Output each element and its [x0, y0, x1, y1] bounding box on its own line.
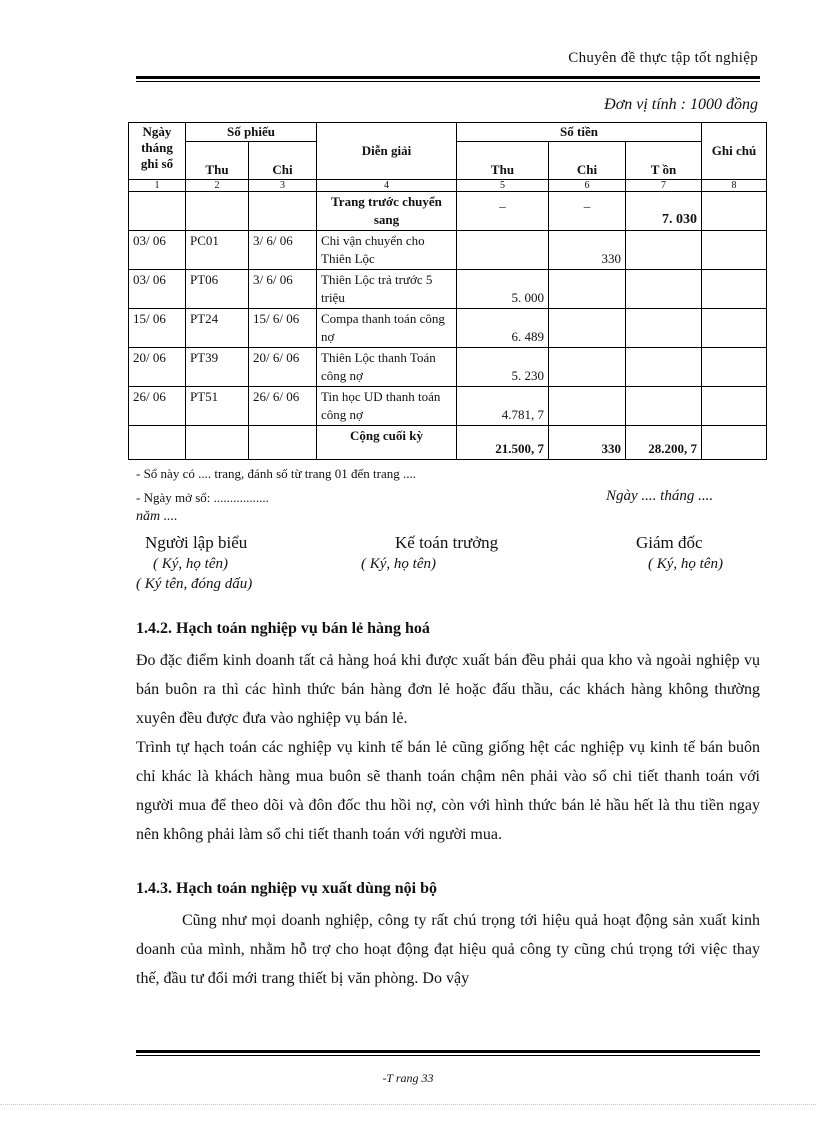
cell-description: Tin học UD thanh toán công nợ	[317, 387, 457, 426]
ledger-note-pages: - Sổ này có .... trang, đánh số từ trang 01 đến trang ....	[136, 466, 416, 481]
section-heading: 1.4.3. Hạch toán nghiệp vụ xuất dùng nội bộ	[136, 880, 437, 897]
cell-date: 20/ 06	[129, 348, 186, 387]
cell-chi	[549, 387, 626, 426]
cell-ton	[626, 387, 702, 426]
ledger-note-open-date: - Ngày mở sổ: .................	[136, 490, 269, 505]
col-header-description: Diễn giải	[317, 123, 457, 180]
cell-chi-no: 15/ 6/ 06	[249, 309, 317, 348]
year-line: năm ....	[136, 509, 178, 524]
table-row	[129, 231, 767, 270]
cell-ton	[626, 270, 702, 309]
cell-description: Thiên Lộc trả trước 5 triệu	[317, 270, 457, 309]
footer-rule	[136, 1050, 760, 1053]
cell-thu: 6. 489	[457, 309, 549, 348]
cell-note	[702, 309, 767, 348]
col-header-amount-ton: T ồn	[626, 142, 702, 180]
page-edge-divider	[0, 1104, 816, 1105]
col-number: 1	[129, 180, 186, 192]
cell-chi-no: 20/ 6/ 06	[249, 348, 317, 387]
col-number: 8	[702, 180, 767, 192]
col-number: 3	[249, 180, 317, 192]
section-paragraph: Trình tự hạch toán các nghiệp vụ kinh tế bán lẻ cũng giống hệt các nghiệp vụ kinh tế bán buôn chỉ khác là khách hàng mua buôn sẽ thanh toán chậm nên phải vào sổ chi tiết thanh toán với người mua để theo dõi và đôn đốc thu hồi nợ, còn với hình thức bán lẻ hầu hết là thu tiền ngay nên không phải làm sổ chi tiết thanh toán với người mua.	[136, 739, 760, 843]
signature-accountant-sub: ( Ký, họ tên)	[361, 556, 436, 572]
signature-preparer-sub: ( Ký, họ tên)	[153, 556, 228, 572]
header-rule-thin	[136, 81, 760, 82]
cell-description: Thiên Lộc thanh Toán công nợ	[317, 348, 457, 387]
col-header-amount-chi: Chi	[549, 142, 626, 180]
header-rule	[136, 76, 760, 79]
cell-thu: 4.781, 7	[457, 387, 549, 426]
col-header-voucher-chi: Chi	[249, 142, 317, 180]
cell-date: 03/ 06	[129, 231, 186, 270]
col-header-voucher-thu: Thu	[186, 142, 249, 180]
cell-note	[702, 270, 767, 309]
signature-preparer: Người lập biểu	[145, 533, 248, 552]
col-number: 2	[186, 180, 249, 192]
total-row	[129, 426, 767, 460]
page-number: -T rang 33	[382, 1071, 434, 1085]
cell-thu-no: PT39	[186, 348, 249, 387]
footer-rule-thin	[136, 1055, 760, 1056]
signature-director-sub: ( Ký, họ tên)	[648, 556, 723, 572]
table-row	[129, 270, 767, 309]
carry-forward-chi: _	[549, 192, 626, 231]
col-header-date: Ngày tháng ghi sổ	[129, 123, 186, 180]
cell-date: 03/ 06	[129, 270, 186, 309]
document-header-title: Chuyên đề thực tập tốt nghiệp	[568, 50, 758, 66]
carry-forward-thu: _	[457, 192, 549, 231]
col-header-amount: Số tiền	[457, 123, 702, 142]
carry-forward-row	[129, 192, 767, 231]
signature-accountant: Kế toán trưởng	[395, 533, 499, 552]
table-row	[129, 387, 767, 426]
column-number-row	[129, 180, 767, 192]
table-row	[129, 348, 767, 387]
col-number: 6	[549, 180, 626, 192]
cell-chi-no: 3/ 6/ 06	[249, 231, 317, 270]
total-chi: 330	[549, 426, 626, 460]
cell-description: Chi vận chuyển cho Thiên Lộc	[317, 231, 457, 270]
col-header-note: Ghi chú	[702, 123, 767, 180]
cell-thu	[457, 231, 549, 270]
cell-note	[702, 231, 767, 270]
cell-chi-no: 26/ 6/ 06	[249, 387, 317, 426]
total-label: Cộng cuối kỳ	[317, 426, 457, 460]
cell-thu-no: PT06	[186, 270, 249, 309]
date-line: Ngày .... tháng ....	[606, 488, 714, 504]
cell-chi: 330	[549, 231, 626, 270]
section-heading: 1.4.2. Hạch toán nghiệp vụ bán lẻ hàng hoá	[136, 620, 430, 637]
col-header-amount-thu: Thu	[457, 142, 549, 180]
cell-thu-no: PT24	[186, 309, 249, 348]
cell-chi	[549, 348, 626, 387]
cash-ledger-table	[128, 122, 767, 460]
carry-forward-ton: 7. 030	[626, 192, 702, 231]
unit-note: Đơn vị tính : 1000 đồng	[604, 96, 758, 113]
cell-ton	[626, 348, 702, 387]
signature-stamp-sub: ( Ký tên, đóng dấu)	[136, 576, 253, 592]
cell-date: 15/ 06	[129, 309, 186, 348]
cell-thu: 5. 000	[457, 270, 549, 309]
cell-chi	[549, 270, 626, 309]
cell-thu: 5. 230	[457, 348, 549, 387]
cell-ton	[626, 309, 702, 348]
col-number: 7	[626, 180, 702, 192]
section-paragraph: Cũng như mọi doanh nghiệp, công ty rất chú trọng tới hiệu quả hoạt động sản xuất kinh doanh của mình, nhằm hỗ trợ cho hoạt động đạt hiệu quả công ty cũng chú trọng tới việc thay thế, đầu tư đổi mới trang thiết bị văn phòng. Do vậy	[136, 912, 760, 987]
cell-ton	[626, 231, 702, 270]
cell-date: 26/ 06	[129, 387, 186, 426]
total-thu: 21.500, 7	[457, 426, 549, 460]
table-row	[129, 309, 767, 348]
cell-note	[702, 387, 767, 426]
signature-director: Giám đốc	[636, 533, 703, 552]
cell-chi	[549, 309, 626, 348]
carry-forward-label: Trang trước chuyển sang	[317, 192, 457, 231]
total-ton: 28.200, 7	[626, 426, 702, 460]
cell-chi-no: 3/ 6/ 06	[249, 270, 317, 309]
cell-note	[702, 348, 767, 387]
cell-thu-no: PC01	[186, 231, 249, 270]
section-paragraph: Đo đặc điểm kinh doanh tất cả hàng hoá khi được xuất bán đều phải qua kho và ngoài nghiệp vụ bán buôn ra thì các hình thức bán hàng đơn lẻ hoặc đấu thầu, các khách hàng không thường xuyên đều được đưa vào nghiệp vụ bán lẻ.	[136, 652, 760, 727]
cell-description: Compa thanh toán công nợ	[317, 309, 457, 348]
col-header-voucher: Số phiếu	[186, 123, 317, 142]
col-number: 4	[317, 180, 457, 192]
cell-thu-no: PT51	[186, 387, 249, 426]
col-number: 5	[457, 180, 549, 192]
